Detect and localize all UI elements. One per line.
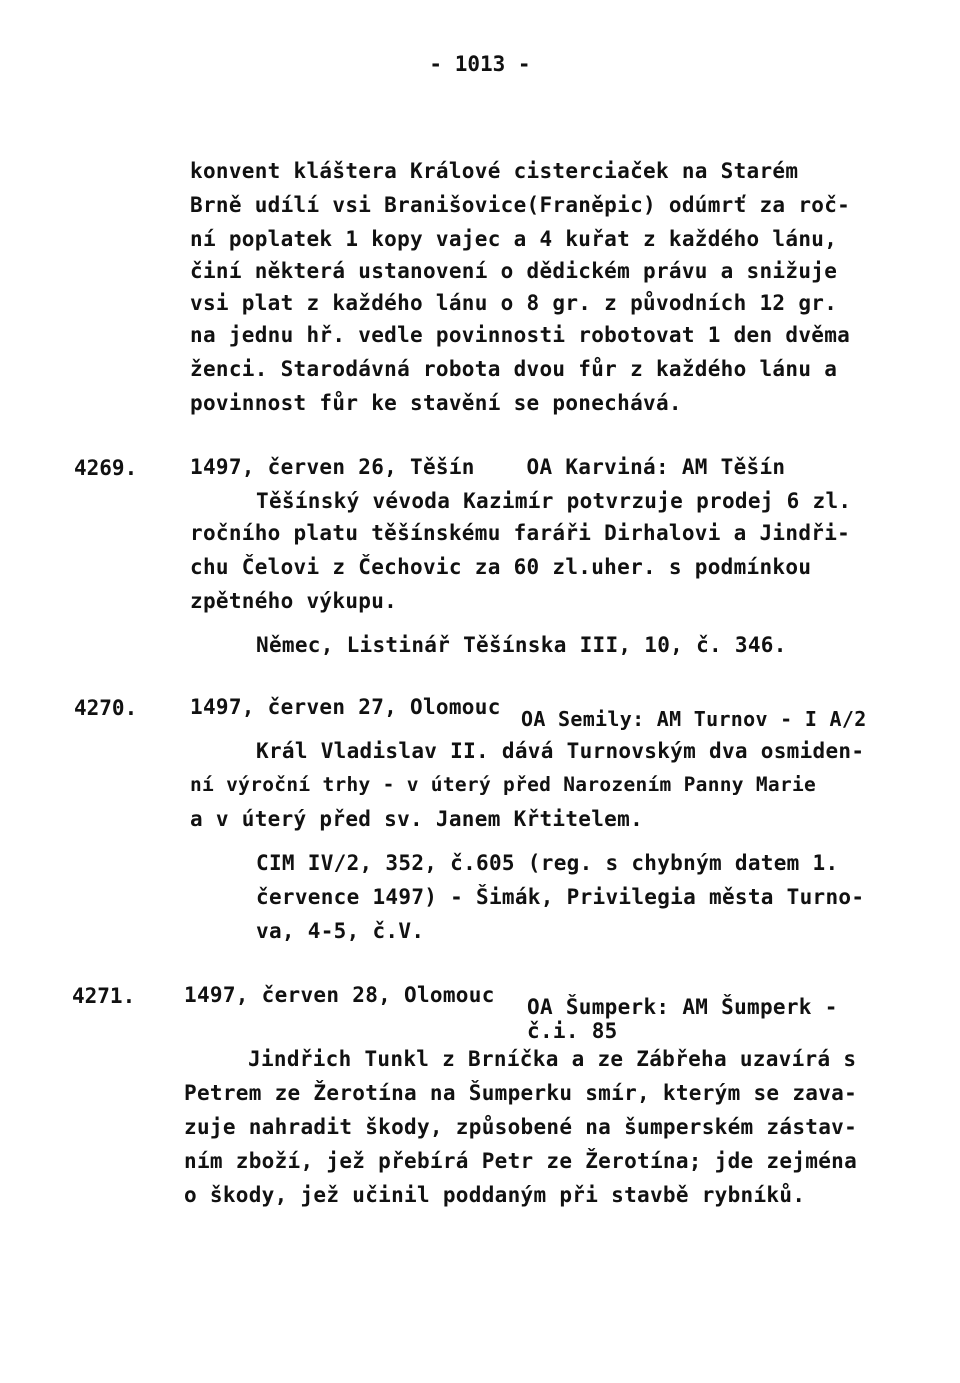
entry-number: 4271. [72, 984, 136, 1008]
page-number: - 1013 - [429, 52, 531, 76]
entry-number: 4269. [74, 456, 138, 480]
intro-line: ženci. Starodávná robota dvou fůr z každého lánu a [190, 357, 838, 381]
entry-reference: Němec, Listinář Těšínska III, 10, č. 346. [256, 633, 787, 657]
entry-body-line: Král Vladislav II. dává Turnovským dva osmiden- [256, 739, 865, 763]
entry-body-line: a v úterý před sv. Janem Křtitelem. [190, 807, 644, 831]
entry-archive-reference-cont: č.i. 85 [527, 1019, 618, 1043]
intro-line: vsi plat z každého lánu o 8 gr. z původních 12 gr. [190, 291, 838, 315]
entry-header: 1497, červen 26, Těšín OA Karviná: AM Těšín [190, 455, 786, 479]
entry-body-line: ní výroční trhy - v úterý před Narozením Panny Marie [190, 773, 817, 796]
intro-line: Brně udílí vsi Branišovice(Franěpic) odúmrť za roč- [190, 193, 851, 217]
intro-line: na jednu hř. vedle povinnosti robotovat 1 den dvěma [190, 323, 851, 347]
entry-archive-reference: OA Semily: AM Turnov - I A/2 [521, 707, 867, 731]
intro-line: činí některá ustanovení o dědickém právu a snižuje [190, 259, 838, 283]
intro-line: povinnost fůr ke stavění se ponechává. [190, 391, 682, 415]
entry-body-line: o škody, jež učinil poddaným při stavbě rybníků. [184, 1183, 806, 1207]
entry-body-line: Jindřich Tunkl z Brníčka a ze Zábřeha uzavírá s [248, 1047, 857, 1071]
entry-header: 1497, červen 28, Olomouc [184, 983, 495, 1007]
entry-reference: va, 4-5, č.V. [256, 919, 425, 943]
intro-line: ní poplatek 1 kopy vajec a 4 kuřat z každého lánu, [190, 227, 838, 251]
entry-reference: CIM IV/2, 352, č.605 (reg. s chybným datem 1. [256, 851, 839, 875]
entry-reference: července 1497) - Šimák, Privilegia města Turno- [256, 885, 865, 909]
entry-archive-reference: OA Šumperk: AM Šumperk - [527, 995, 838, 1019]
entry-body-line: zuje nahradit škody, způsobené na šumperském zástav- [184, 1115, 858, 1139]
intro-line: konvent kláštera Králové cisterciaček na Starém [190, 159, 799, 183]
entry-number: 4270. [74, 696, 138, 720]
entry-body-line: Těšínský vévoda Kazimír potvrzuje prodej 6 zl. [256, 489, 852, 513]
entry-header: 1497, červen 27, Olomouc [190, 695, 501, 719]
entry-body-line: Petrem ze Žerotína na Šumperku smír, kterým se zava- [184, 1081, 858, 1105]
entry-body-line: ročního platu těšínskému faráři Dirhalovi a Jindři- [190, 521, 851, 545]
entry-body-line: ním zboží, jež přebírá Petr ze Žerotína; jde zejména [184, 1149, 858, 1173]
entry-body-line: zpětného výkupu. [190, 589, 398, 613]
entry-body-line: chu Čelovi z Čechovic za 60 zl.uher. s podmínkou [190, 555, 812, 579]
